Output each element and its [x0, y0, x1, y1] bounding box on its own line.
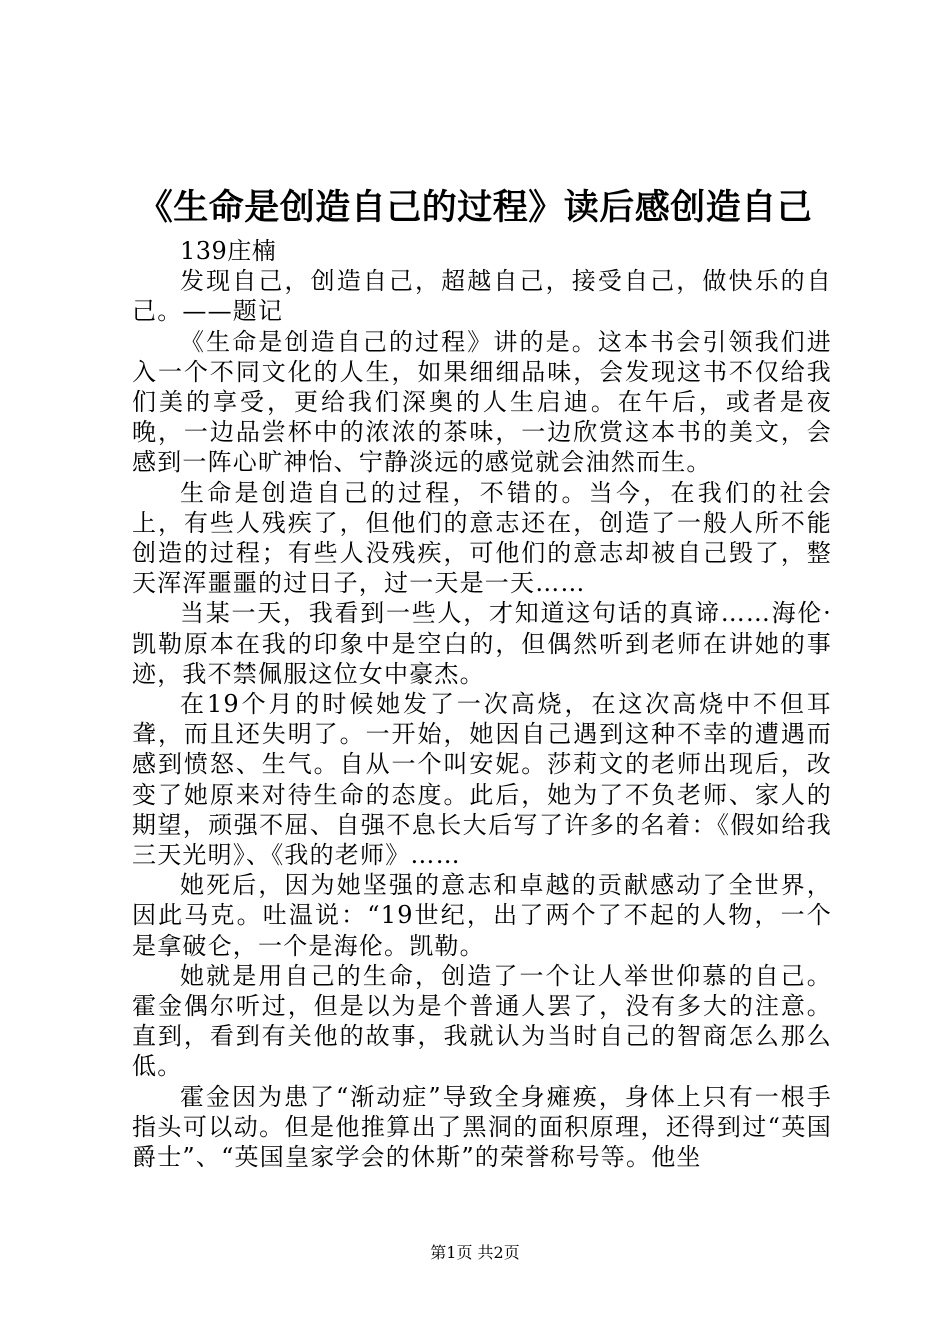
paragraph-epigraph: 发现自己，创造自己，超越自己，接受自己，做快乐的自己。——题记	[132, 267, 832, 326]
paragraph-6: 她就是用自己的生命，创造了一个让人举世仰慕的自己。霍金偶尔听过，但是以为是个普通人罢了，没有多大的注意。直到，看到有关他的故事，我就认为当时自己的智商怎么那么低。	[132, 961, 832, 1081]
paragraph-4: 在19个月的时候她发了一次高烧，在这次高烧中不但耳聋，而且还失明了。一开始，她因自己遇到这种不幸的遭遇而感到愤怒、生气。自从一个叫安妮。莎莉文的老师出现后，改变了她原来对待生命的态度。此后，她为了不负老师、家人的期望，顽强不屈、自强不息长大后写了许多的名着：《假如给我三天光明》、《我的老师》……	[132, 690, 832, 870]
document-title: 《生命是创造自己的过程》读后感创造自己	[137, 187, 813, 228]
document-body	[132, 236, 832, 1172]
author-line: 139庄楠	[180, 237, 277, 265]
paragraph-7: 霍金因为患了“渐动症”导致全身瘫痪，身体上只有一根手指头可以动。但是他推算出了黑洞的面积原理，还得到过“英国爵士”、“英国皇家学会的休斯”的荣誉称号等。他坐	[132, 1082, 832, 1172]
paragraph-3: 当某一天，我看到一些人，才知道这句话的真谛……海伦·凯勒原本在我的印象中是空白的，但偶然听到老师在讲她的事迹，我不禁佩服这位女中豪杰。	[132, 599, 832, 688]
paragraph-1: 《生命是创造自己的过程》讲的是。这本书会引领我们进入一个不同文化的人生，如果细细品味，会发现这书不仅给我们美的享受，更给我们深奥的人生启迪。在午后，或者是夜晚，一边品尝杯中的浓浓的茶味，一边欣赏这本书的美文，会感到一阵心旷神怡、宁静淡远的感觉就会油然而生。	[132, 327, 832, 477]
page-footer: 第1页 共2页	[430, 1243, 520, 1262]
paragraph-2: 生命是创造自己的过程，不错的。当今，在我们的社会上，有些人残疾了，但他们的意志还在，创造了一般人所不能创造的过程；有些人没残疾，可他们的意志却被自己毁了，整天浑浑噩噩的过日子，过一天是一天……	[132, 478, 832, 598]
paragraph-5: 她死后，因为她坚强的意志和卓越的贡献感动了全世界，因此马克。吐温说：“19世纪，出了两个了不起的人物，一个是拿破仑，一个是海伦。凯勒。	[132, 871, 832, 960]
